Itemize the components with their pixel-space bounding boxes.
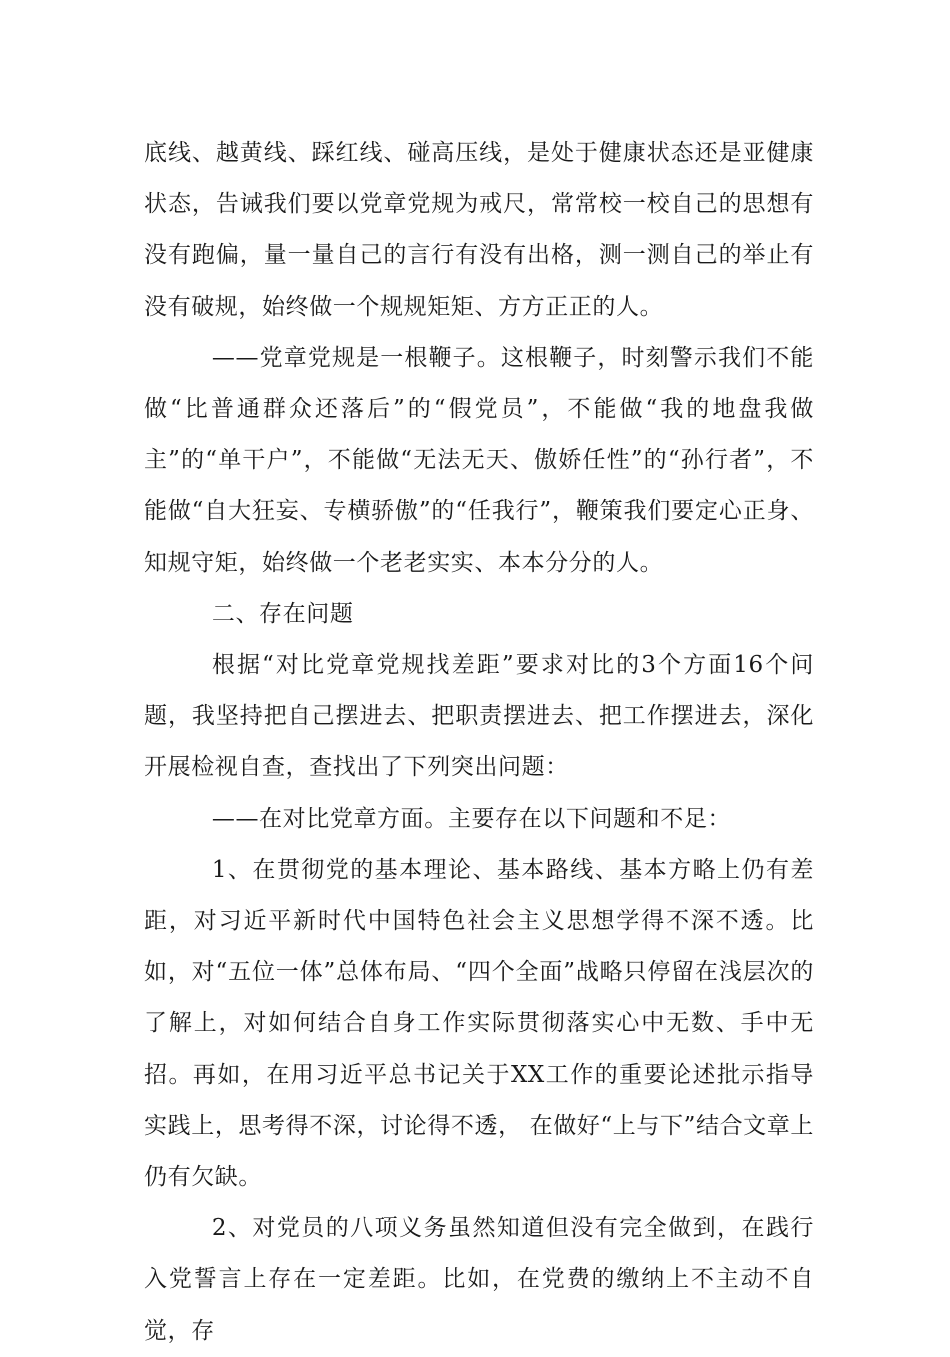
document-body	[144, 128, 814, 1357]
paragraph-intro: 根据“对比党章党规找差距”要求对比的3个方面16个问题，我坚持把自己摆进去、把职责摆进去、把工作摆进去，深化开展检视自查，查找出了下列突出问题：	[144, 652, 814, 781]
paragraph-item-1: 1、在贯彻党的基本理论、基本路线、基本方略上仍有差距，对习近平新时代中国特色社会主义思想学得不深不透。比如，对“五位一体”总体布局、“四个全面”战略只停留在浅层次的了解上，对如何结合自身工作实际贯彻落实心中无数、手中无招。再如，在用习近平总书记关于XX工作的重要论述批示指导实践上，思考得不深，讨论得不透， 在做好“上与下”结合文章上仍有欠缺。	[144, 856, 814, 1191]
paragraph-whip: ——党章党规是一根鞭子。这根鞭子，时刻警示我们不能做“比普通群众还落后”的“假党员”，不能做“我的地盘我做主”的“单干户”，不能做“无法无天、傲娇任性”的“孙行者”，不能做“自大狂妄、专横骄傲”的“任我行”，鞭策我们要定心正身、知规守矩，始终做一个老老实实、本本分分的人。	[144, 344, 814, 576]
section-heading-problems: 二、存在问题	[211, 600, 354, 627]
paragraph-subheading: ——在对比党章方面。主要存在以下问题和不足：	[211, 805, 732, 832]
paragraph-continuation: 底线、越黄线、踩红线、碰高压线，是处于健康状态还是亚健康状态，告诫我们要以党章党规为戒尺，常常校一校自己的思想有没有跑偏，量一量自己的言行有没有出格，测一测自己的举止有没有破规，始终做一个规规矩矩、方方正正的人。	[144, 140, 814, 320]
paragraph-item-2: 2、对党员的八项义务虽然知道但没有完全做到，在践行入党誓言上存在一定差距。比如，在党费的缴纳上不主动不自觉，存	[144, 1215, 814, 1344]
